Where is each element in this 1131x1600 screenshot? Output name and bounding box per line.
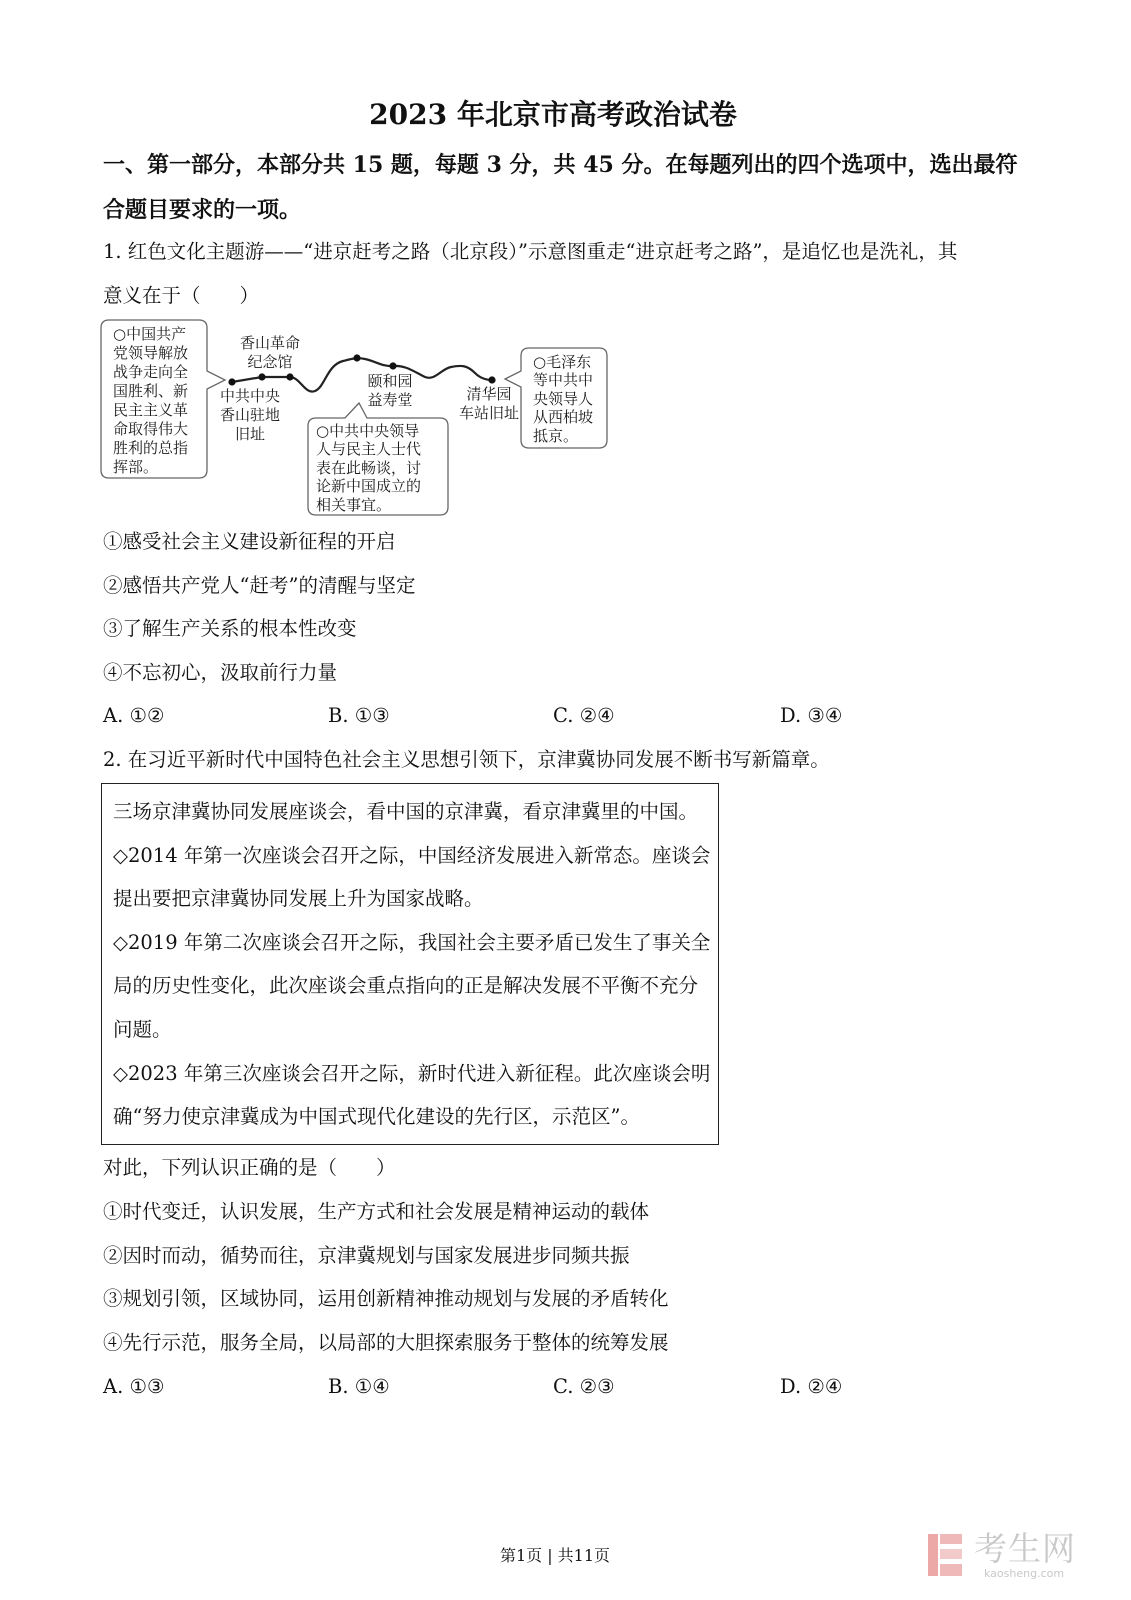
stop-label-line: 中共中央 [219,386,281,405]
route-stop-dot [353,354,360,361]
stop-label-xiangshan-memorial [240,334,300,372]
q2-statement: ①时代变迁，认识发展，生产方式和社会发展是精神运动的载体 [103,1200,650,1223]
material-line: 提出要把京津冀协同发展上升为国家战略。 [113,887,484,910]
stop-label-line: 车站旧址 [458,403,520,422]
route-map [95,315,615,525]
q2-choice-d: D. ②④ [780,1375,843,1398]
callout-right-line: 从西柏坡 [533,408,594,427]
callout-middle-line: ○中共中央领导 [316,421,420,440]
q2-statement: ②因时而动，循势而往，京津冀规划与国家发展进步同频共振 [103,1244,630,1267]
route-stop-dot [228,378,235,385]
material-line: 局的历史性变化，此次座谈会重点指向的正是解决发展不平衡不充分 [113,974,699,997]
material-line: ◇2014 年第一次座谈会召开之际，中国经济发展进入新常态。座谈会 [113,844,711,867]
callout-right-line: 央领导人 [533,389,594,408]
q1-statement: ①感受社会主义建设新征程的开启 [103,530,396,553]
callout-left-line: 国胜利、新 [113,381,189,400]
page-footer: 第1页 | 共11页 [499,1546,611,1565]
section-heading-line: 合题目要求的一项。 [103,197,302,223]
watermark-site: kaosheng.com [984,1567,1065,1580]
route-stop-dot [258,373,265,380]
q1-statement: ③了解生产关系的根本性改变 [103,617,357,640]
watermark-brand: 考生网 [974,1529,1076,1568]
q1-stem-line: 意义在于（ ） [103,284,260,307]
stop-label-qinghuayuan [459,385,519,423]
callout-middle-text [316,422,421,515]
q2-stem: 2. 在习近平新时代中国特色社会主义思想引领下，京津冀协同发展不断书写新篇章。 [103,748,830,771]
page-title: 2023 年北京市高考政治试卷 [369,98,737,131]
stop-label-line: 颐和园 [367,371,413,390]
q2-statement: ④先行示范，服务全局，以局部的大胆探索服务于整体的统筹发展 [103,1331,669,1354]
q1-statement: ④不忘初心，汲取前行力量 [103,661,338,684]
callout-left-line: 党领导解放 [113,343,189,362]
callout-middle-line: 相关事宜。 [316,495,392,514]
route-stop-dot [286,373,293,380]
callout-middle-line: 人与民主人士代 [316,440,422,459]
callout-middle-line: 论新中国成立的 [316,477,422,496]
route-stop-dot [389,362,396,369]
callout-left-line: 挥部。 [113,457,159,476]
q1-choice-a: A. ①② [103,704,165,727]
q1-statement: ②感悟共产党人“赶考”的清醒与坚定 [103,574,416,597]
q1-choice-c: C. ②④ [553,704,615,727]
stop-label-line: 纪念馆 [247,352,293,371]
q2-prompt: 对此，下列认识正确的是（ ） [103,1156,396,1179]
stop-label-line: 香山驻地 [219,405,281,424]
material-line: 问题。 [113,1018,172,1041]
callout-left-line: 民主主义革 [113,400,189,419]
material-box [101,783,719,1145]
callout-left-line: ○中国共产 [113,324,187,343]
material-line: 确“努力使京津冀成为中国式现代化建设的先行区，示范区”。 [113,1105,640,1128]
q1-choice-d: D. ③④ [780,704,843,727]
callout-left-line: 胜利的总指 [113,438,189,457]
callout-left-line: 战争走向全 [113,362,189,381]
callout-right-line: 等中共中 [533,371,594,390]
callout-middle-line: 表在此畅谈，讨 [316,458,422,477]
stop-label-yiheyuan [367,372,412,410]
stop-label-line: 旧址 [234,424,266,443]
callout-left-text [113,325,188,477]
q1-stem-line: 1. 红色文化主题游——“进京赶考之路（北京段）”示意图重走“进京赶考之路”，是追忆也是洗礼，其 [103,240,958,263]
material-line: 三场京津冀协同发展座谈会，看中国的京津冀，看京津冀里的中国。 [113,800,699,823]
material-line: ◇2019 年第二次座谈会召开之际，我国社会主要矛盾已发生了事关全 [113,931,711,954]
q1-choice-b: B. ①③ [328,704,390,727]
stop-label-line: 益寿堂 [367,390,413,409]
callout-right-line: 抵京。 [533,426,579,445]
callout-right-line: ○毛泽东 [533,352,592,371]
section-heading-line: 一、第一部分，本部分共 15 题，每题 3 分，共 45 分。在每题列出的四个选项中，选出最符 [103,152,1018,178]
q2-statement: ③规划引领，区域协同，运用创新精神推动规划与发展的矛盾转化 [103,1287,669,1310]
stop-label-line: 清华园 [466,384,512,403]
q2-choice-b: B. ①④ [328,1375,390,1398]
callout-right-text [533,353,593,446]
route-stop-dot [488,376,495,383]
callout-left-line: 命取得伟大 [113,419,189,438]
material-line: ◇2023 年第三次座谈会召开之际，新时代进入新征程。此次座谈会明 [113,1062,711,1085]
q2-choice-c: C. ②③ [553,1375,615,1398]
q2-choice-a: A. ①③ [103,1375,165,1398]
stop-label-line: 香山革命 [239,333,301,352]
stop-label-xiangshan-site [220,387,280,444]
